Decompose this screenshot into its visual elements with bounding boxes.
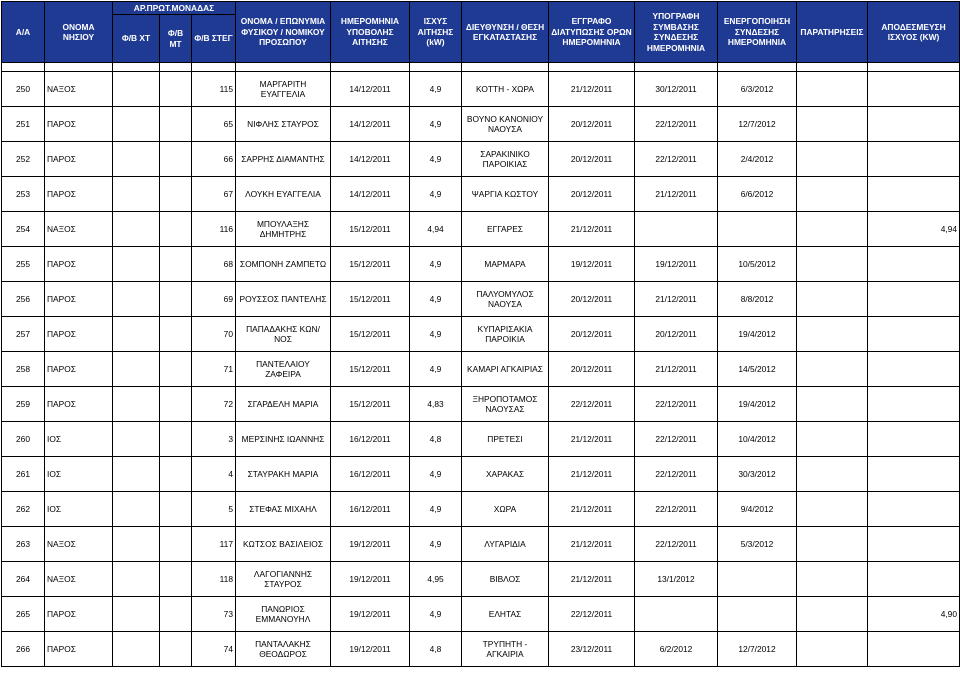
address-cell: ΚΟΤΤΗ - ΧΩΡΑ <box>462 72 549 107</box>
header-power: ΙΣΧΥΣ ΑΙΤΗΣΗΣ (kW) <box>410 2 462 63</box>
activation-date-cell <box>718 562 797 597</box>
row-number: 263 <box>2 527 45 562</box>
applicant-name-cell: ΠΑΝΩΡΙΟΣ ΕΜΜΑΝΟΥΗΛ <box>236 597 331 632</box>
sign-date-cell: 22/12/2011 <box>635 107 718 142</box>
address-cell: ΞΗΡΟΠΟΤΑΜΟΣ ΝΑΟΥΣΑΣ <box>462 387 549 422</box>
terms-date-cell: 21/12/2011 <box>549 422 635 457</box>
activation-date-cell: 12/7/2012 <box>718 107 797 142</box>
power-cell: 4,9 <box>410 527 462 562</box>
released-power-cell <box>868 142 960 177</box>
fb-steg-cell: 116 <box>192 212 236 247</box>
activation-date-cell: 2/4/2012 <box>718 142 797 177</box>
fb-mt-cell <box>160 212 192 247</box>
released-power-cell: 4,94 <box>868 212 960 247</box>
activation-date-cell: 5/3/2012 <box>718 527 797 562</box>
power-cell: 4,9 <box>410 457 462 492</box>
activation-date-cell: 10/4/2012 <box>718 422 797 457</box>
applicant-name-cell: ΠΑΝΤΑΛΑΚΗΣ ΘΕΟΔΩΡΟΣ <box>236 632 331 667</box>
row-number: 256 <box>2 282 45 317</box>
notes-cell <box>797 212 868 247</box>
fb-mt-cell <box>160 597 192 632</box>
address-cell: ΒΟΥΝΟ ΚΑΝΟΝΙΟΥ ΝΑΟΥΣΑ <box>462 107 549 142</box>
notes-cell <box>797 352 868 387</box>
fb-mt-cell <box>160 457 192 492</box>
applicant-name-cell: ΣΑΡΡΗΣ ΔΙΑΜΑΝΤΗΣ <box>236 142 331 177</box>
activation-date-cell: 12/7/2012 <box>718 632 797 667</box>
terms-date-cell: 21/12/2011 <box>549 492 635 527</box>
activation-date-cell <box>718 212 797 247</box>
island-cell: ΙΟΣ <box>45 457 113 492</box>
notes-cell <box>797 387 868 422</box>
table-row <box>2 212 960 247</box>
row-number: 257 <box>2 317 45 352</box>
row-number: 253 <box>2 177 45 212</box>
released-power-cell <box>868 387 960 422</box>
notes-cell <box>797 597 868 632</box>
island-cell: ΠΑΡΟΣ <box>45 597 113 632</box>
row-number: 255 <box>2 247 45 282</box>
fb-xt-cell <box>113 492 160 527</box>
island-cell: ΠΑΡΟΣ <box>45 107 113 142</box>
fb-mt-cell <box>160 527 192 562</box>
fb-xt-cell <box>113 212 160 247</box>
table-row <box>2 247 960 282</box>
row-number: 261 <box>2 457 45 492</box>
notes-cell <box>797 142 868 177</box>
island-cell: ΝΑΞΟΣ <box>45 212 113 247</box>
activation-date-cell: 14/5/2012 <box>718 352 797 387</box>
power-cell: 4,9 <box>410 352 462 387</box>
fb-xt-cell <box>113 422 160 457</box>
fb-steg-cell: 66 <box>192 142 236 177</box>
island-cell: ΠΑΡΟΣ <box>45 632 113 667</box>
address-cell: ΕΓΓΑΡΕΣ <box>462 212 549 247</box>
applicant-name-cell: ΛΑΓΟΓΙΑΝΝΗΣ ΣΤΑΥΡΟΣ <box>236 562 331 597</box>
address-cell: ΠΡΕΤΕΣΙ <box>462 422 549 457</box>
address-cell: ΛΥΓΑΡΙΔΙΑ <box>462 527 549 562</box>
table-row <box>2 107 960 142</box>
fb-mt-cell <box>160 142 192 177</box>
applicant-name-cell: ΣΟΜΠΟΝΗ ΖΑΜΠΕΤΩ <box>236 247 331 282</box>
submit-date-cell: 15/12/2011 <box>331 247 410 282</box>
fb-steg-cell: 117 <box>192 527 236 562</box>
applicant-name-cell: ΣΓΑΡΔΕΛΗ ΜΑΡΙΑ <box>236 387 331 422</box>
notes-cell <box>797 247 868 282</box>
applicant-name-cell: ΠΑΠΑΔΑΚΗΣ ΚΩΝ/ΝΟΣ <box>236 317 331 352</box>
terms-date-cell: 20/12/2011 <box>549 107 635 142</box>
terms-date-cell: 20/12/2011 <box>549 282 635 317</box>
fb-xt-cell <box>113 457 160 492</box>
sign-date-cell: 19/12/2011 <box>635 247 718 282</box>
table-row <box>2 282 960 317</box>
row-number: 250 <box>2 72 45 107</box>
island-cell: ΠΑΡΟΣ <box>45 282 113 317</box>
released-power-cell <box>868 492 960 527</box>
fb-steg-cell: 74 <box>192 632 236 667</box>
fb-steg-cell: 118 <box>192 562 236 597</box>
header-address: ΔΙΕΥΘΥΝΣΗ / ΘΕΣΗ ΕΓΚΑΤΑΣΤΑΣΗΣ <box>462 2 549 63</box>
fb-mt-cell <box>160 107 192 142</box>
fb-mt-cell <box>160 177 192 212</box>
fb-xt-cell <box>113 352 160 387</box>
submit-date-cell: 19/12/2011 <box>331 597 410 632</box>
address-cell: ΜΑΡΜΑΡΑ <box>462 247 549 282</box>
header-notes: ΠΑΡΑΤΗΡΗΣΕΙΣ <box>797 2 868 63</box>
released-power-cell <box>868 632 960 667</box>
fb-steg-cell: 4 <box>192 457 236 492</box>
power-cell: 4,83 <box>410 387 462 422</box>
header-terms-date: ΕΓΓΡΑΦΟ ΔΙΑΤΥΠΩΣΗΣ ΟΡΩΝ ΗΜΕΡΟΜΗΝΙΑ <box>549 2 635 63</box>
applicant-name-cell: ΛΟΥΚΗ ΕΥΑΓΓΕΛΙΑ <box>236 177 331 212</box>
fb-xt-cell <box>113 597 160 632</box>
fb-mt-cell <box>160 387 192 422</box>
table-row <box>2 72 960 107</box>
terms-date-cell: 22/12/2011 <box>549 387 635 422</box>
island-cell: ΠΑΡΟΣ <box>45 317 113 352</box>
activation-date-cell: 6/3/2012 <box>718 72 797 107</box>
table-row <box>2 317 960 352</box>
activation-date-cell: 19/4/2012 <box>718 317 797 352</box>
fb-xt-cell <box>113 562 160 597</box>
notes-cell <box>797 457 868 492</box>
notes-cell <box>797 177 868 212</box>
sign-date-cell <box>635 212 718 247</box>
released-power-cell <box>868 282 960 317</box>
applicant-name-cell: ΜΠΟΥΛΑΞΗΣ ΔΗΜΗΤΡΗΣ <box>236 212 331 247</box>
island-cell: ΠΑΡΟΣ <box>45 142 113 177</box>
power-cell: 4,9 <box>410 492 462 527</box>
activation-date-cell: 30/3/2012 <box>718 457 797 492</box>
island-cell: ΙΟΣ <box>45 422 113 457</box>
fb-steg-cell: 71 <box>192 352 236 387</box>
terms-date-cell: 21/12/2011 <box>549 527 635 562</box>
fb-steg-cell: 70 <box>192 317 236 352</box>
row-number: 266 <box>2 632 45 667</box>
address-cell: ΤΡΥΠΗΤΗ - ΑΓΚΑΙΡΙΑ <box>462 632 549 667</box>
activation-date-cell: 8/8/2012 <box>718 282 797 317</box>
address-cell: ΧΩΡΑ <box>462 492 549 527</box>
header-fb-mt: Φ/Β ΜΤ <box>160 15 192 63</box>
sign-date-cell: 20/12/2011 <box>635 317 718 352</box>
terms-date-cell: 21/12/2011 <box>549 457 635 492</box>
notes-cell <box>797 492 868 527</box>
sign-date-cell: 21/12/2011 <box>635 352 718 387</box>
terms-date-cell: 21/12/2011 <box>549 562 635 597</box>
header-island: ΟΝΟΜΑ ΝΗΣΙΟΥ <box>45 2 113 63</box>
terms-date-cell: 20/12/2011 <box>549 317 635 352</box>
terms-date-cell: 20/12/2011 <box>549 177 635 212</box>
header-aa: Α/Α <box>2 2 45 63</box>
table-row <box>2 142 960 177</box>
notes-cell <box>797 632 868 667</box>
applicant-name-cell: ΡΟΥΣΣΟΣ ΠΑΝΤΕΛΗΣ <box>236 282 331 317</box>
activation-date-cell: 10/5/2012 <box>718 247 797 282</box>
row-number: 260 <box>2 422 45 457</box>
submit-date-cell: 19/12/2011 <box>331 562 410 597</box>
island-cell: ΠΑΡΟΣ <box>45 352 113 387</box>
activation-date-cell: 19/4/2012 <box>718 387 797 422</box>
header-fb-xt: Φ/Β ΧΤ <box>113 15 160 63</box>
fb-mt-cell <box>160 317 192 352</box>
sign-date-cell: 22/12/2011 <box>635 527 718 562</box>
fb-xt-cell <box>113 107 160 142</box>
table-row <box>2 632 960 667</box>
released-power-cell <box>868 562 960 597</box>
fb-xt-cell <box>113 72 160 107</box>
submit-date-cell: 19/12/2011 <box>331 527 410 562</box>
sign-date-cell <box>635 597 718 632</box>
sign-date-cell: 21/12/2011 <box>635 282 718 317</box>
fb-steg-cell: 69 <box>192 282 236 317</box>
fb-xt-cell <box>113 282 160 317</box>
fb-mt-cell <box>160 72 192 107</box>
fb-mt-cell <box>160 492 192 527</box>
island-cell: ΝΑΞΟΣ <box>45 527 113 562</box>
fb-xt-cell <box>113 317 160 352</box>
table-row <box>2 387 960 422</box>
terms-date-cell: 21/12/2011 <box>549 72 635 107</box>
island-cell: ΠΑΡΟΣ <box>45 177 113 212</box>
power-cell: 4,9 <box>410 72 462 107</box>
header-sign-date: ΥΠΟΓΡΑΦΗ ΣΥΜΒΑΣΗΣ ΣΥΝΔΕΣΗΣ ΗΜΕΡΟΜΗΝΙΑ <box>635 2 718 63</box>
header-submit-date: ΗΜΕΡΟΜΗΝΙΑ ΥΠΟΒΟΛΗΣ ΑΙΤΗΣΗΣ <box>331 2 410 63</box>
submit-date-cell: 15/12/2011 <box>331 317 410 352</box>
terms-date-cell: 19/12/2011 <box>549 247 635 282</box>
row-number: 254 <box>2 212 45 247</box>
sign-date-cell: 22/12/2011 <box>635 142 718 177</box>
released-power-cell <box>868 352 960 387</box>
island-cell: ΙΟΣ <box>45 492 113 527</box>
power-cell: 4,9 <box>410 597 462 632</box>
row-number: 262 <box>2 492 45 527</box>
terms-date-cell: 20/12/2011 <box>549 352 635 387</box>
address-cell: ΕΛΗΤΑΣ <box>462 597 549 632</box>
fb-mt-cell <box>160 422 192 457</box>
sign-date-cell: 13/1/2012 <box>635 562 718 597</box>
power-cell: 4,9 <box>410 247 462 282</box>
island-cell: ΝΑΞΟΣ <box>45 562 113 597</box>
header-protocol-group: ΑΡ.ΠΡΩΤ.ΜΟΝΑΔΑΣ <box>113 2 236 15</box>
submit-date-cell: 14/12/2011 <box>331 177 410 212</box>
table-body <box>2 63 960 667</box>
table-row <box>2 562 960 597</box>
address-cell: ΒΙΒΛΟΣ <box>462 562 549 597</box>
header-released-power: ΑΠΟΔΕΣΜΕΥΣΗ ΙΣΧΥΟΣ (KW) <box>868 2 960 63</box>
address-cell: ΠΑΛΥΟΜΥΛΟΣ ΝΑΟΥΣΑ <box>462 282 549 317</box>
row-number: 258 <box>2 352 45 387</box>
fb-mt-cell <box>160 562 192 597</box>
table-row <box>2 352 960 387</box>
submit-date-cell: 14/12/2011 <box>331 142 410 177</box>
fb-mt-cell <box>160 247 192 282</box>
power-cell: 4,94 <box>410 212 462 247</box>
fb-mt-cell <box>160 352 192 387</box>
submit-date-cell: 15/12/2011 <box>331 387 410 422</box>
sign-date-cell: 21/12/2011 <box>635 177 718 212</box>
fb-steg-cell: 65 <box>192 107 236 142</box>
released-power-cell <box>868 247 960 282</box>
row-number: 264 <box>2 562 45 597</box>
activation-date-cell: 6/6/2012 <box>718 177 797 212</box>
row-number: 251 <box>2 107 45 142</box>
terms-date-cell: 23/12/2011 <box>549 632 635 667</box>
fb-xt-cell <box>113 632 160 667</box>
row-number: 259 <box>2 387 45 422</box>
released-power-cell <box>868 107 960 142</box>
power-cell: 4,9 <box>410 142 462 177</box>
submit-date-cell: 14/12/2011 <box>331 107 410 142</box>
notes-cell <box>797 527 868 562</box>
applicant-name-cell: ΜΕΡΣΙΝΗΣ ΙΩΑΝΝΗΣ <box>236 422 331 457</box>
table-row <box>2 422 960 457</box>
power-cell: 4,9 <box>410 282 462 317</box>
island-cell: ΝΑΞΟΣ <box>45 72 113 107</box>
power-cell: 4,9 <box>410 317 462 352</box>
notes-cell <box>797 562 868 597</box>
power-cell: 4,8 <box>410 422 462 457</box>
power-cell: 4,8 <box>410 632 462 667</box>
connections-register-table <box>1 1 960 667</box>
row-number: 265 <box>2 597 45 632</box>
fb-steg-cell: 67 <box>192 177 236 212</box>
island-cell: ΠΑΡΟΣ <box>45 247 113 282</box>
fb-mt-cell <box>160 282 192 317</box>
released-power-cell <box>868 177 960 212</box>
released-power-cell <box>868 422 960 457</box>
table-header <box>2 2 960 63</box>
submit-date-cell: 16/12/2011 <box>331 492 410 527</box>
submit-date-cell: 15/12/2011 <box>331 212 410 247</box>
address-cell: ΣΑΡΑΚΙΝΙΚΟ ΠΑΡΟΙΚΙΑΣ <box>462 142 549 177</box>
table-row <box>2 457 960 492</box>
address-cell: ΧΑΡΑΚΑΣ <box>462 457 549 492</box>
table-row <box>2 527 960 562</box>
table-row <box>2 597 960 632</box>
fb-xt-cell <box>113 142 160 177</box>
address-cell: ΚΑΜΑΡΙ ΑΓΚΑΙΡΙΑΣ <box>462 352 549 387</box>
sign-date-cell: 6/2/2012 <box>635 632 718 667</box>
island-cell: ΠΑΡΟΣ <box>45 387 113 422</box>
sign-date-cell: 30/12/2011 <box>635 72 718 107</box>
fb-steg-cell: 73 <box>192 597 236 632</box>
notes-cell <box>797 282 868 317</box>
released-power-cell <box>868 72 960 107</box>
sign-date-cell: 22/12/2011 <box>635 387 718 422</box>
fb-steg-cell: 115 <box>192 72 236 107</box>
fb-xt-cell <box>113 247 160 282</box>
notes-cell <box>797 107 868 142</box>
table-row <box>2 177 960 212</box>
header-spacer-row <box>2 63 960 72</box>
submit-date-cell: 15/12/2011 <box>331 282 410 317</box>
header-activation-date: ΕΝΕΡΓΟΠΟΙΗΣΗ ΣΥΝΔΕΣΗΣ ΗΜΕΡΟΜΗΝΙΑ <box>718 2 797 63</box>
applicant-name-cell: ΚΩΤΣΟΣ ΒΑΣΙΛΕΙΟΣ <box>236 527 331 562</box>
terms-date-cell: 22/12/2011 <box>549 597 635 632</box>
submit-date-cell: 16/12/2011 <box>331 422 410 457</box>
submit-date-cell: 15/12/2011 <box>331 352 410 387</box>
power-cell: 4,9 <box>410 107 462 142</box>
submit-date-cell: 14/12/2011 <box>331 72 410 107</box>
sign-date-cell: 22/12/2011 <box>635 492 718 527</box>
fb-steg-cell: 72 <box>192 387 236 422</box>
notes-cell <box>797 72 868 107</box>
applicant-name-cell: ΠΑΝΤΕΛΑΙΟΥ ΖΑΦΕΙΡΑ <box>236 352 331 387</box>
fb-xt-cell <box>113 387 160 422</box>
submit-date-cell: 19/12/2011 <box>331 632 410 667</box>
row-number: 252 <box>2 142 45 177</box>
power-cell: 4,9 <box>410 177 462 212</box>
sign-date-cell: 22/12/2011 <box>635 457 718 492</box>
applicant-name-cell: ΜΑΡΓΑΡΙΤΗ ΕΥΑΓΓΕΛΙΑ <box>236 72 331 107</box>
fb-steg-cell: 3 <box>192 422 236 457</box>
applicant-name-cell: ΣΤΑΥΡΑΚΗ ΜΑΡΙΑ <box>236 457 331 492</box>
table-row <box>2 492 960 527</box>
released-power-cell: 4,90 <box>868 597 960 632</box>
activation-date-cell: 9/4/2012 <box>718 492 797 527</box>
submit-date-cell: 16/12/2011 <box>331 457 410 492</box>
terms-date-cell: 20/12/2011 <box>549 142 635 177</box>
address-cell: ΚΥΠΑΡΙΣΑΚΙΑ ΠΑΡΟΙΚΙΑ <box>462 317 549 352</box>
address-cell: ΨΑΡΓΙΑ ΚΩΣΤΟΥ <box>462 177 549 212</box>
applicant-name-cell: ΝΙΦΛΗΣ ΣΤΑΥΡΟΣ <box>236 107 331 142</box>
header-fb-steg: Φ/Β ΣΤΕΓ <box>192 15 236 63</box>
fb-xt-cell <box>113 527 160 562</box>
fb-xt-cell <box>113 177 160 212</box>
notes-cell <box>797 317 868 352</box>
power-cell: 4,95 <box>410 562 462 597</box>
terms-date-cell: 21/12/2011 <box>549 212 635 247</box>
released-power-cell <box>868 317 960 352</box>
fb-mt-cell <box>160 632 192 667</box>
applicant-name-cell: ΣΤΕΦΑΣ ΜΙΧΑΗΛ <box>236 492 331 527</box>
header-name: ΟΝΟΜΑ / ΕΠΩΝΥΜΙΑ ΦΥΣΙΚΟΥ / ΝΟΜΙΚΟΥ ΠΡΟΣΩΠΟΥ <box>236 2 331 63</box>
released-power-cell <box>868 527 960 562</box>
fb-steg-cell: 68 <box>192 247 236 282</box>
notes-cell <box>797 422 868 457</box>
activation-date-cell <box>718 597 797 632</box>
fb-steg-cell: 5 <box>192 492 236 527</box>
sign-date-cell: 22/12/2011 <box>635 422 718 457</box>
released-power-cell <box>868 457 960 492</box>
